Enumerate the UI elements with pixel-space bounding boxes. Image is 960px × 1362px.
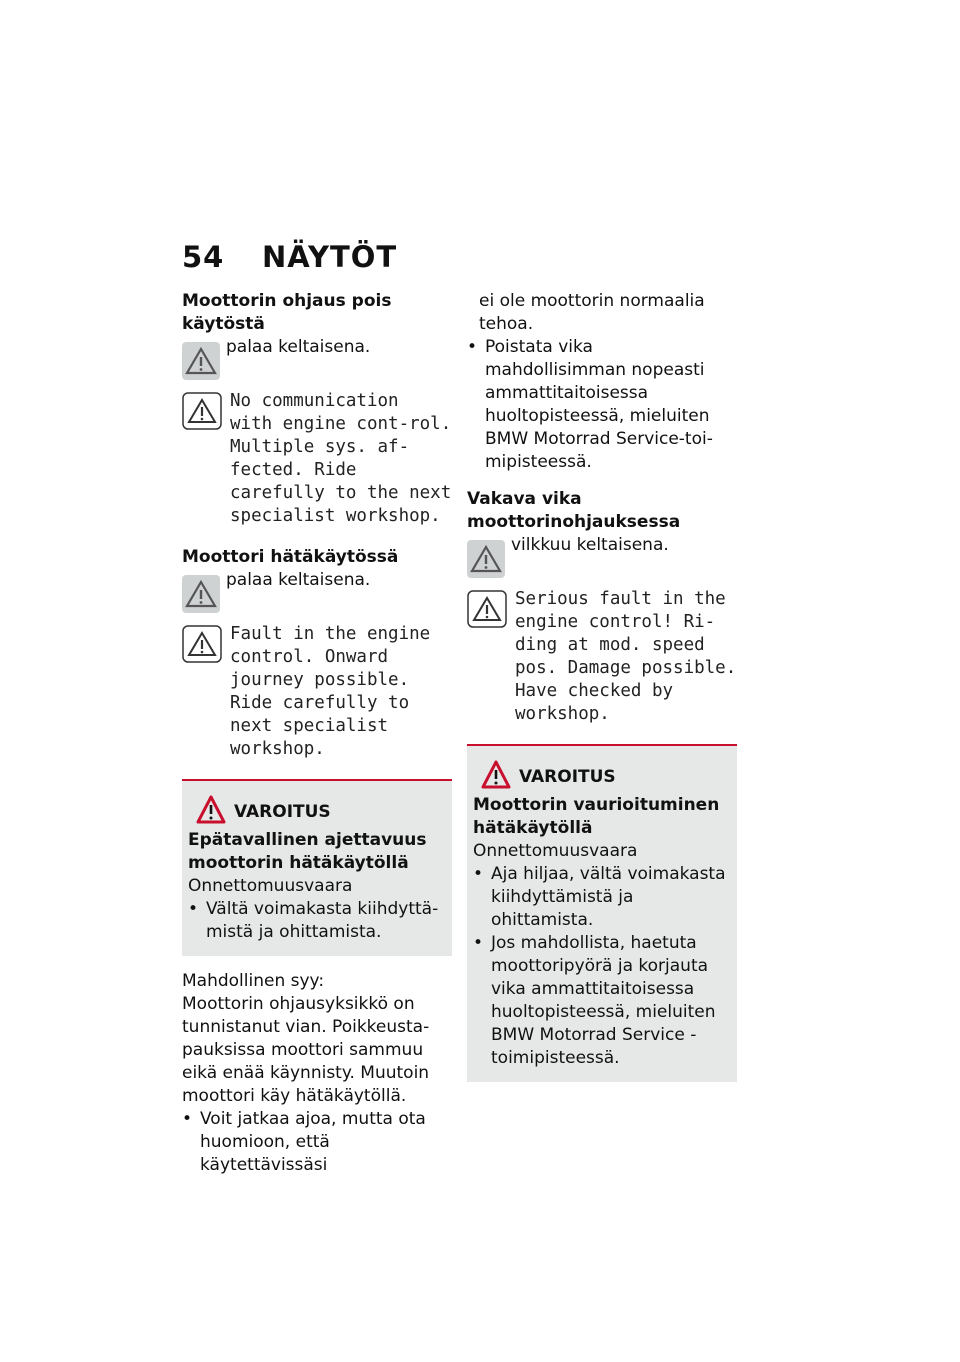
- section-heading-engine-off: Moottorin ohjaus pois käytöstä: [182, 291, 392, 334]
- list-item: • Poistata vika mahdollisimman nopeasti ammattitaitoisessa huoltopisteessä, mieluiten BMW Motorrad Service-toi-mipisteessä.: [467, 337, 713, 472]
- section-heading-serious-fault: Vakava vika moottorinohjauksessa: [467, 489, 681, 532]
- display-text-first: Fault in the engine: [230, 624, 431, 644]
- warning-risk: Onnettomuusvaara: [473, 841, 638, 861]
- warning-label: VAROITUS: [519, 767, 616, 787]
- display-text-rest: engine control! Ri-ding at mod. speed pos. Damage possible. Have checked by workshop.: [515, 612, 737, 724]
- display-message: [182, 390, 452, 528]
- warning-box: [182, 779, 452, 956]
- right-column: [467, 290, 737, 1096]
- list-item: • Aja hiljaa, vältä voimakasta kiihdyttämistä ja ohittamista.: [473, 864, 726, 930]
- display-text-rest: control. Onward journey possible. Ride carefully to next specialist workshop.: [230, 647, 410, 759]
- warning-title: [188, 795, 444, 829]
- left-column: [182, 290, 452, 1177]
- warning-box: [467, 744, 737, 1082]
- display-warning-icon: [467, 590, 507, 628]
- continuation-text: ei ole moottorin normaalia tehoa.: [479, 291, 705, 334]
- list-item: • Vältä voimakasta kiihdyttä-mistä ja ohittamista.: [188, 899, 439, 942]
- warning-label: VAROITUS: [234, 802, 331, 822]
- list-item: • Voit jatkaa ajoa, mutta ota huomioon, että käytettävissäsi: [182, 1109, 426, 1175]
- page-number: 54: [182, 240, 225, 274]
- cause-text: Moottorin ohjausyksikkö on tunnistanut vian. Poikkeusta-pauksissa moottori sammuu eikä enää käynnisty. Muutoin moottori käy hätäkäytöllä.: [182, 994, 430, 1106]
- warning-light-icon: [182, 575, 220, 613]
- warning-title: [473, 760, 729, 794]
- display-text-rest: with engine cont-rol. Multiple sys. af-fected. Ride carefully to the next specialist workshop.: [230, 414, 452, 526]
- indicator-row: [182, 569, 452, 609]
- display-warning-icon: [182, 392, 222, 430]
- cause-label: Mahdollinen syy:: [182, 971, 325, 991]
- warning-light-icon: [467, 540, 505, 578]
- warning-triangle-icon: [196, 795, 226, 825]
- page-header: [182, 240, 397, 274]
- warning-light-icon: [182, 342, 220, 380]
- display-text-first: No communication: [230, 391, 399, 411]
- indicator-row: [467, 534, 737, 574]
- display-message: [467, 588, 737, 726]
- indicator-text: palaa keltaisena.: [226, 337, 371, 357]
- indicator-row: [182, 336, 452, 376]
- display-warning-icon: [182, 625, 222, 663]
- warning-heading: Moottorin vaurioituminen hätäkäytöllä: [473, 795, 720, 838]
- display-message: [182, 623, 452, 761]
- warning-risk: Onnettomuusvaara: [188, 876, 353, 896]
- indicator-text: palaa keltaisena.: [226, 570, 371, 590]
- list-item: • Jos mahdollista, haetuta moottoripyörä ja korjauta vika ammattitaitoisessa huoltopisteessä, mieluiten BMW Motorrad Service -toimipisteessä.: [473, 933, 716, 1068]
- indicator-text: vilkkuu keltaisena.: [511, 535, 669, 555]
- warning-triangle-icon: [481, 760, 511, 790]
- display-text-first: Serious fault in the: [515, 589, 726, 609]
- warning-heading: Epätavallinen ajettavuus moottorin hätäkäytöllä: [188, 830, 427, 873]
- page-title: NÄYTÖT: [262, 240, 398, 274]
- section-heading-emergency-mode: Moottori hätäkäytössä: [182, 547, 399, 567]
